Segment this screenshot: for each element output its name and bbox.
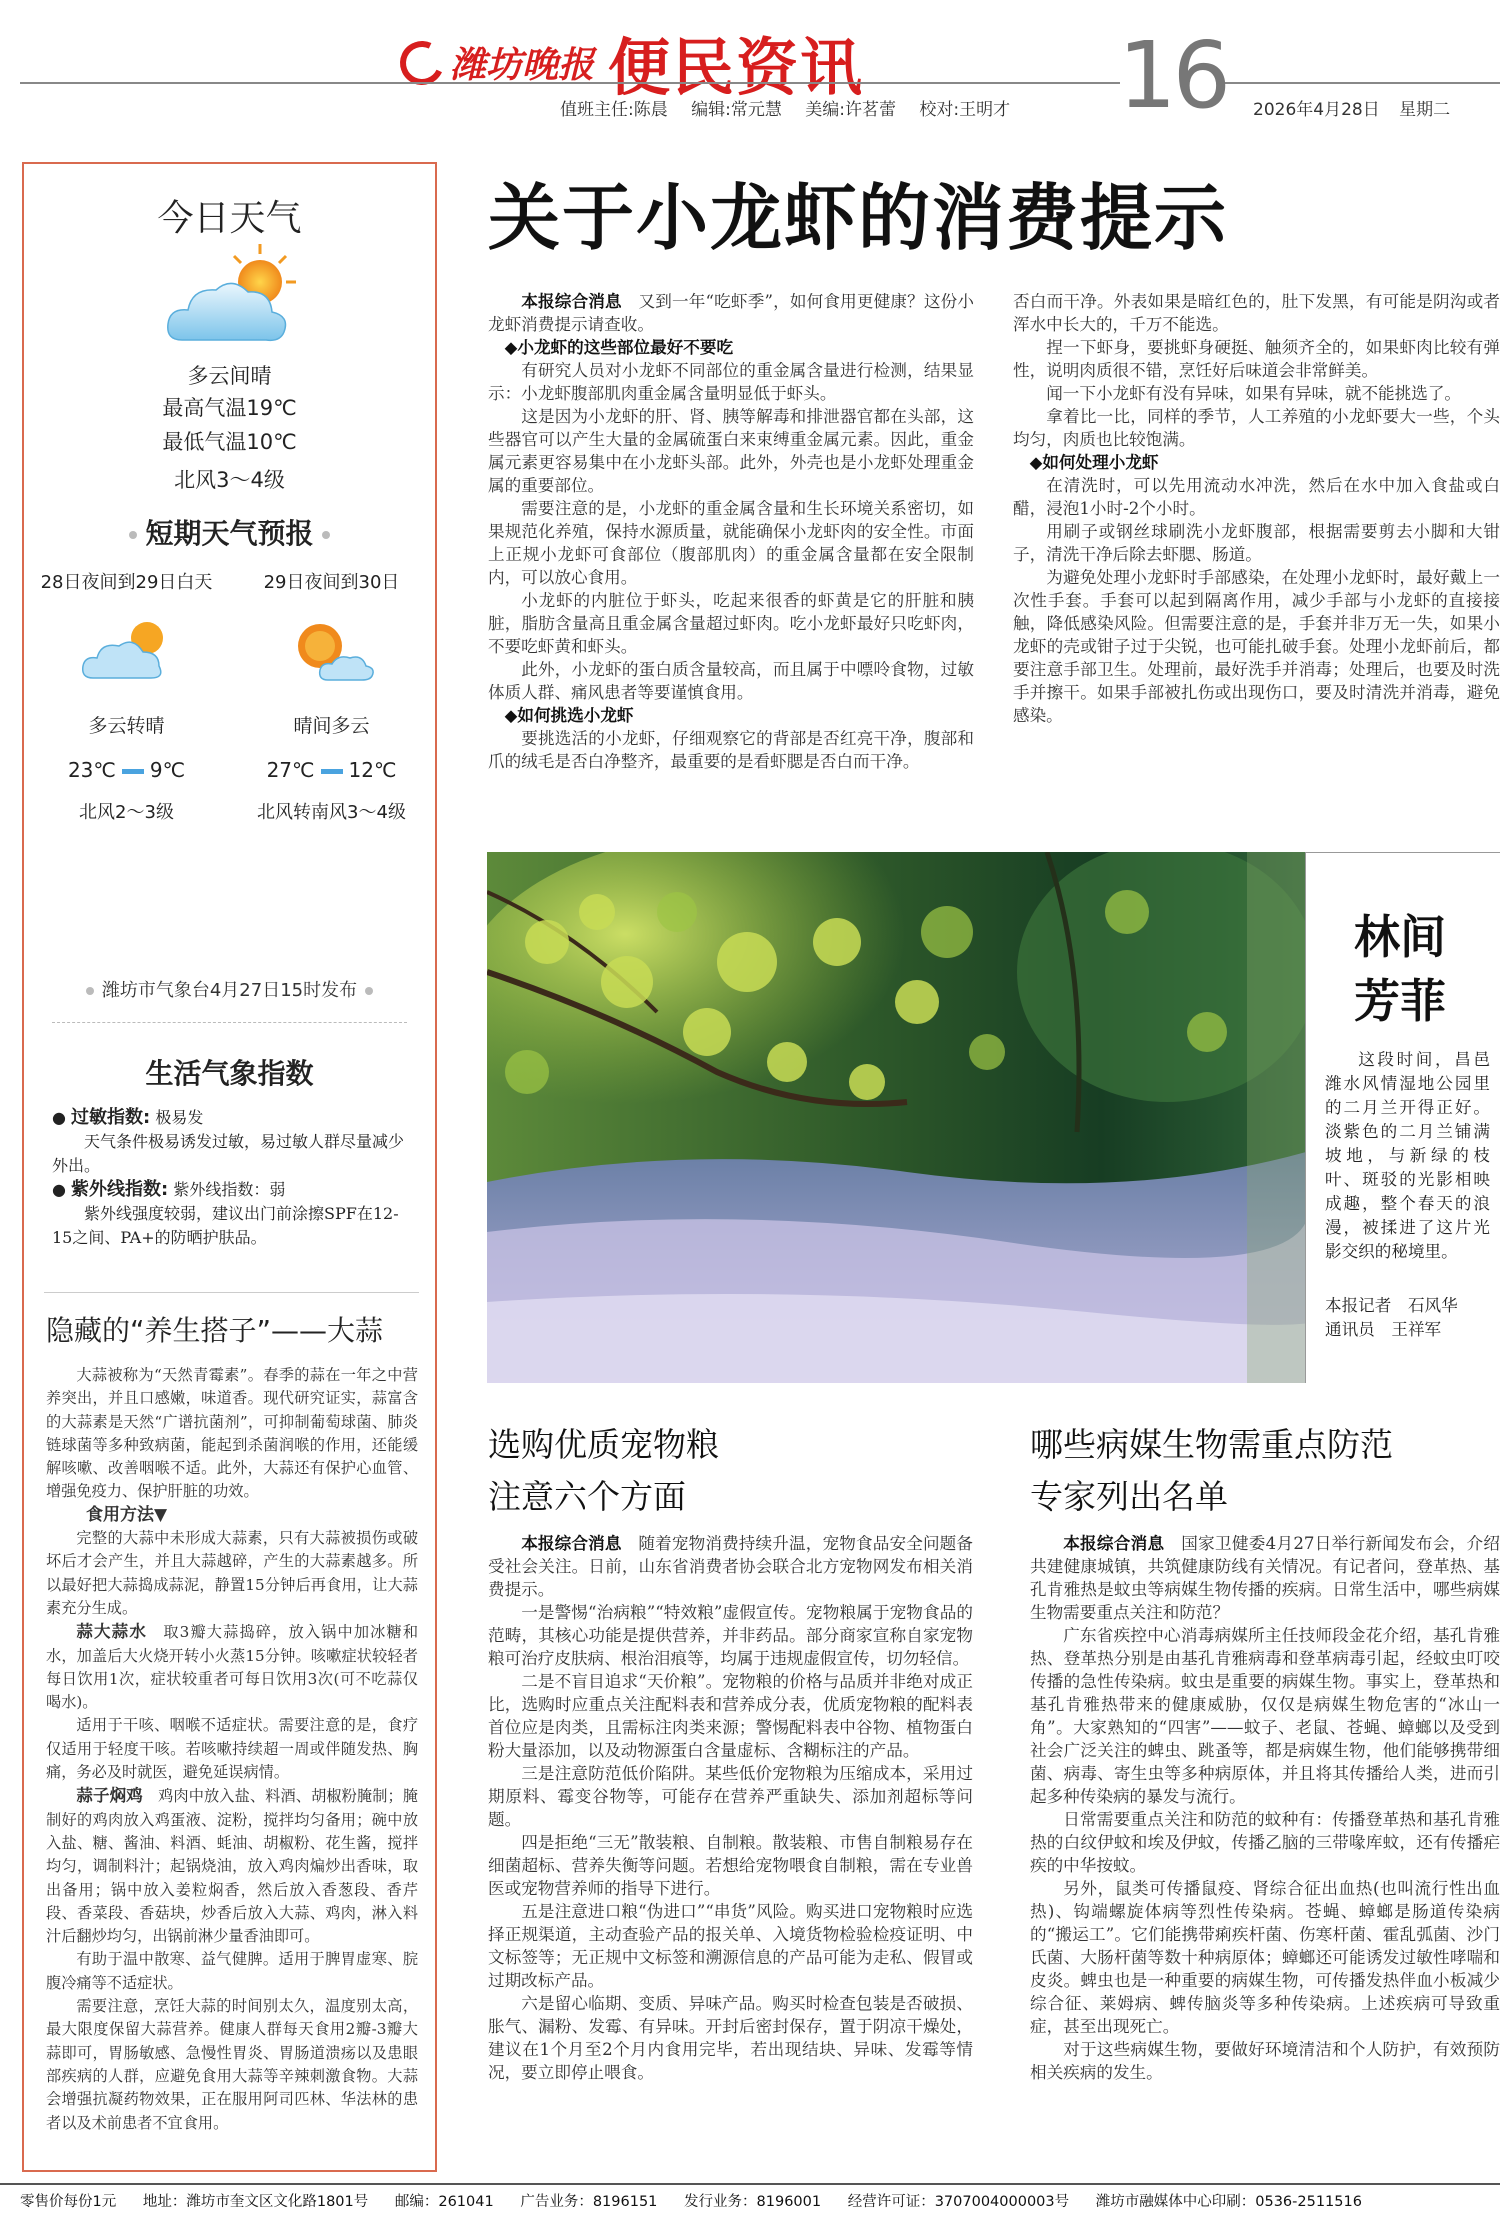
today-wind: 北风3～4级 bbox=[174, 468, 285, 492]
crayfish-column-2 bbox=[1013, 290, 1500, 830]
article-paragraph: 否白而干净。外表如果是暗红色的，肚下发黑，有可能是阴沟或者浑水中长大的，千万不能选。 bbox=[1013, 292, 1500, 334]
vector-title-line-1: 哪些病媒生物需重点防范 bbox=[1030, 1425, 1393, 1464]
footer-address: 地址：潍坊市奎文区文化路1801号 bbox=[142, 2194, 369, 2210]
weekday-text: 星期二 bbox=[1399, 100, 1451, 120]
footer-license: 经营许可证：3707004000003号 bbox=[847, 2194, 1070, 2210]
vector-title-line-2: 专家列出名单 bbox=[1030, 1477, 1228, 1516]
forecast-wind: 北风转南风3～4级 bbox=[257, 802, 406, 823]
bullet-dot-icon bbox=[129, 531, 137, 539]
bullet-dot-icon bbox=[86, 987, 94, 995]
article-paragraph: 另外，鼠类可传播鼠疫、肾综合征出血热(也叫流行性出血热)、钩端螺旋体病等烈性传染病。苍蝇、蟑螂是肠道传染病的“搬运工”。它们能携带痢疾杆菌、伤寒杆菌、霍乱弧菌、沙门氏菌、大肠杆菌等数十种病原体；蟑螂还可能诱发过敏性哮喘和皮炎。蜱虫也是一种重要的病媒生物，可传播发热伴血小板减少综合征、莱姆病、蜱传脑炎等多种传染病。上述疾病可导致重症，甚至出现死亡。 bbox=[1030, 1879, 1500, 2036]
article-paragraph: 闻一下小龙虾有没有异味，如果有异味，就不能挑选了。 bbox=[1046, 384, 1462, 403]
forecast-temp-b: 9℃ bbox=[149, 758, 186, 782]
left-sidebar bbox=[22, 162, 437, 2172]
article-lead-paragraph bbox=[488, 290, 974, 336]
uv-value: 紫外线指数：弱 bbox=[173, 1180, 286, 1199]
sunny-with-clouds-icon bbox=[284, 614, 380, 686]
pet-food-title-line-1: 选购优质宠物粮 bbox=[488, 1425, 719, 1464]
uv-index: ● 紫外线指数: 紫外线指数：弱 bbox=[52, 1179, 286, 1200]
section-divider bbox=[44, 1292, 419, 1293]
article-paragraph: 在清洗时，可以先用流动水冲洗，然后在水中加入食盐或白醋，浸泡1小时-2个小时。 bbox=[1013, 476, 1500, 518]
temp-range-bar bbox=[122, 769, 144, 774]
today-high-temp: 最高气温19℃ bbox=[162, 396, 297, 420]
bullet-dot-icon bbox=[365, 987, 373, 995]
forecast-title-text: 短期天气预报 bbox=[145, 517, 314, 550]
vector-article-body bbox=[1030, 1532, 1500, 2152]
article-paragraph: 需要注意的是，小龙虾的重金属含量和生长环境关系密切，如果规范化养殖，保持水源质量，就能确保小龙虾肉的安全性。市面上正规小龙虾可食部位（腹部肌肉）的重金属含量都在安全限制内，可以放心食用。 bbox=[488, 499, 974, 587]
masthead-rule bbox=[20, 82, 1120, 84]
forecast-temp-b: 12℃ bbox=[348, 758, 397, 782]
photo-caption bbox=[1325, 1048, 1490, 1264]
issue-date bbox=[1253, 95, 1464, 120]
article-paragraph: 一是警惕“治病粮”“特效粮”虚假宣传。宠物粮属于宠物食品的范畴，其核心功能是提供营养，并非药品。部分商家宣称自家宠物粮可治疗皮肤病、根治泪痕等，均属于违规虚假宣传，切勿轻信。 bbox=[488, 1603, 973, 1668]
forecast-day-1 bbox=[24, 568, 229, 824]
dish-name: 蒜大蒜水 bbox=[76, 1622, 147, 1642]
staff-editor: 编辑:常元慧 bbox=[691, 100, 782, 120]
staff-proofreader: 校对:王明才 bbox=[919, 100, 1011, 120]
dish-name: 蒜子焖鸡 bbox=[76, 1786, 143, 1806]
forecast-title bbox=[24, 512, 435, 552]
dish-text: 取3瓣大蒜捣碎，放入锅中加冰糖和水，加盖后大火烧开转小火蒸15分钟。咳嗽症状较轻者每日饮用1次，症状较重者可每日饮用3次(可不吃蒜仅喝水)。 bbox=[46, 1623, 419, 1712]
pet-food-title-line-2: 注意六个方面 bbox=[488, 1477, 686, 1516]
staff-art-editor: 美编:许茗蕾 bbox=[805, 100, 897, 120]
life-index-body bbox=[52, 1106, 417, 1250]
garlic-article-title: 隐藏的“养生搭子”——大蒜 bbox=[46, 1314, 384, 1347]
article-paragraph: 四是拒绝“三无”散装粮、自制粮。散装粮、市售自制粮易存在细菌超标、营养失衡等问题。若想给宠物喂食自制粮，需在专业兽医或宠物营养师的指导下进行。 bbox=[488, 1833, 973, 1898]
today-weather-desc: 多云间晴 bbox=[187, 364, 272, 388]
article-lead-paragraph bbox=[1030, 1532, 1500, 1624]
staff-duty-chief: 值班主任:陈晨 bbox=[560, 100, 668, 120]
article-paragraph: 用刷子或钢丝球刷洗小龙虾腹部，根据需要剪去小脚和大钳子，清洗干净后除去虾腮、肠道。 bbox=[1013, 522, 1500, 564]
article-lead-text: 又到一年“吃虾季”，如何食用更健康？这份小龙虾消费提示请查收。 bbox=[488, 292, 974, 334]
article-paragraph: 此外，小龙虾的蛋白质含量较高，而且属于中嘌呤食物，过敏体质人群、痛风患者等要谨慎食用。 bbox=[488, 660, 974, 702]
garlic-para: 适用于干咳、咽喉不适症状。需要注意的是，食疗仅适用于轻度干咳。若咳嗽持续超一周或伴随发热、胸痛，务必及时就医，避免延误病情。 bbox=[46, 1716, 418, 1782]
section-name: 便民资讯 bbox=[608, 31, 865, 104]
article-lead-text: 随着宠物消费持续升温，宠物食品安全问题备受社会关注。日前，山东省消费者协会联合北方宠物网发布相关消费提示。 bbox=[488, 1534, 973, 1599]
date-text: 2026年4月28日 bbox=[1253, 100, 1380, 120]
forecast-desc: 晴间多云 bbox=[293, 715, 370, 737]
masthead-rule-right bbox=[1225, 82, 1500, 84]
footer-price: 零售价每份1元 bbox=[20, 2194, 117, 2210]
crayfish-column-1 bbox=[488, 290, 974, 830]
article-paragraph: 小龙虾的内脏位于虾头，吃起来很香的虾黄是它的肝脏和胰脏，脂肪含量高且重金属含量超过虾肉。吃小龙虾最好只吃虾肉，不要吃虾黄和虾头。 bbox=[488, 591, 974, 656]
garlic-para: 需要注意，烹饪大蒜的时间别太久，温度别太高，最大限度保留大蒜营养。健康人群每天食用2瓣-3瓣大蒜即可，胃肠敏感、急慢性胃炎、胃肠道溃疡以及患眼部疾病的人群，应避免食用大蒜等辛辣刺激食物。大蒜会增强抗凝药物效果，正在服用阿司匹林、华法林的患者以及术前患者不宜食用。 bbox=[46, 1997, 418, 2132]
photo-caption-text: 这段时间，昌邑潍水风情湿地公园里的二月兰开得正好。淡紫色的二月兰铺满坡地，与新绿的枝叶、斑驳的光影相映成趣，整个春天的浪漫，被揉进了这片光影交织的秘境里。 bbox=[1325, 1050, 1490, 1261]
bullet-dot-icon bbox=[322, 531, 330, 539]
uv-text: 紫外线强度较弱，建议出门前涂擦SPF在12-15之间、PA+的防晒护肤品。 bbox=[52, 1204, 399, 1247]
allergy-key: 过敏指数: bbox=[71, 1107, 151, 1128]
article-paragraph: 广东省疾控中心消毒病媒所主任技师段金花介绍，基孔肯雅热、登革热分别是由基孔肯雅病毒和登革病毒引起，经蚊虫叮咬传播的急性传染病。蚊虫是重要的病媒生物。事实上，登革热和基孔肯雅热带来的健康威胁，仅仅是病媒生物危害的“冰山一角”。大家熟知的“四害”——蚊子、老鼠、苍蝇、蟑螂以及受到社会广泛关注的蜱虫、跳蚤等，都是病媒生物，他们能够携带细菌、病毒、寄生虫等多种病原体，并且将其传播给人类，进而引起多种传染病的暴发与流行。 bbox=[1030, 1626, 1500, 1806]
forecast-temp bbox=[229, 758, 434, 782]
article-paragraph: 二是不盲目追求“天价粮”。宠物粮的价格与品质并非绝对成正比，选购时应重点关注配料表和营养成分表，优质宠物粮的配料表首位应是肉类，且需标注肉类来源；警惕配料表中谷物、植物蛋白粉大量添加，以及动物源蛋白含量虚标、含糊标注的产品。 bbox=[488, 1672, 973, 1760]
article-subheading: ◆小龙虾的这些部位最好不要吃 bbox=[504, 338, 734, 357]
forecast-period: 28日夜间到29日白天 bbox=[40, 572, 213, 593]
garlic-para: 完整的大蒜中未形成大蒜素，只有大蒜被损伤或破坏后才会产生，并且大蒜越碎，产生的大蒜素越多。所以最好把大蒜捣成蒜泥，静置15分钟后再食用，让大蒜素充分生成。 bbox=[46, 1529, 418, 1617]
forecast-wind: 北风2～3级 bbox=[79, 802, 174, 823]
article-paragraph: 要挑选活的小龙虾，仔细观察它的背部是否红亮干净，腹部和爪的绒毛是否白净整齐，最重要的是看虾腮是否白而干净。 bbox=[488, 729, 974, 771]
cloudy-to-sunny-icon bbox=[79, 614, 175, 686]
allergy-index: ● 过敏指数: 极易发 bbox=[52, 1107, 204, 1128]
weather-title: 今日天气 bbox=[157, 198, 302, 239]
garlic-para: 大蒜被称为“天然青霉素”。春季的蒜在一年之中营养突出，并且口感嫩，味道香。现代研究证实，蒜富含的大蒜素是天然“广谱抗菌剂”，可抑制葡萄球菌、肺炎链球菌等多种致病菌，能起到杀菌润喉的作用，还能缓解咳嗽、改善咽喉不适。此外，大蒜还有保护心血管、增强免疫力、保护肝脏的功效。 bbox=[46, 1366, 418, 1501]
garlic-dish-2 bbox=[46, 1784, 418, 1948]
photo-credit-correspondent: 通讯员 王祥军 bbox=[1325, 1320, 1442, 1339]
today-low-temp: 最低气温10℃ bbox=[162, 430, 297, 454]
footer-postcode: 邮编：261041 bbox=[394, 2194, 494, 2210]
article-paragraph: 日常需要重点关注和防范的蚊种有：传播登革热和基孔肯雅热的白纹伊蚊和埃及伊蚊，传播乙脑的三带喙库蚊，还有传播疟疾的中华按蚊。 bbox=[1030, 1810, 1500, 1875]
masthead bbox=[0, 0, 1500, 129]
article-subheading: ◆如何处理小龙虾 bbox=[1029, 453, 1159, 472]
life-index-title: 生活气象指数 bbox=[145, 1057, 314, 1090]
footer-printer: 潍坊市融媒体中心印刷：0536-2511516 bbox=[1095, 2194, 1362, 2210]
photo-title: 林间芳菲 bbox=[1354, 910, 1446, 1028]
forecast-desc: 多云转晴 bbox=[88, 715, 165, 737]
article-paragraph: 六是留心临期、变质、异味产品。购买时检查包装是否破损、胀气、漏粉、发霉、有异味。开封后密封保存，置于阴凉干燥处，建议在1个月至2个月内食用完毕，若出现结块、异味、发霉等情况，要立即停止喂食。 bbox=[488, 1994, 973, 2082]
footer-distribution-phone: 发行业务：8196001 bbox=[684, 2194, 822, 2210]
article-paragraph: 捏一下虾身，要挑虾身硬挺、触须齐全的，如果虾肉比较有弹性，说明肉质很不错，烹饪好后味道会非常鲜美。 bbox=[1013, 338, 1500, 380]
allergy-value: 极易发 bbox=[155, 1108, 204, 1127]
footer-ad-phone: 广告业务：8196151 bbox=[520, 2194, 658, 2210]
article-paragraph: 这是因为小龙虾的肝、肾、胰等解毒和排泄器官都在头部，这些器官可以产生大量的金属硫蛋白来束缚重金属元素。因此，重金属元素更容易集中在小龙虾头部。此外，外壳也是小龙虾处理重金属的重要部位。 bbox=[488, 407, 974, 495]
article-lead: 本报综合消息 bbox=[1063, 1534, 1165, 1553]
crayfish-headline: 关于小龙虾的消费提示 bbox=[488, 176, 1229, 260]
article-paragraph: 五是注意进口粮“伪进口”“串货”风险。购买进口宠物粮时应选择正规渠道，主动查验产品的报关单、入境货物检验检疫证明、中文标签等；无正规中文标签和溯源信息的产品可能为走私、假冒或过期改标产品。 bbox=[488, 1902, 973, 1990]
footer bbox=[20, 2190, 1500, 2211]
article-subheading: ◆如何挑选小龙虾 bbox=[504, 706, 634, 725]
photo-credit-reporter: 本报记者 石风华 bbox=[1325, 1296, 1458, 1315]
photo-credit bbox=[1325, 1294, 1495, 1342]
garlic-dish-1 bbox=[46, 1620, 418, 1714]
uv-key: 紫外线指数: bbox=[71, 1179, 169, 1200]
pet-food-article-body bbox=[488, 1532, 973, 2152]
garlic-article-body bbox=[46, 1364, 418, 2135]
garlic-para: 有助于温中散寒、益气健脾。适用于脾胃虚寒、脘腹冷痛等不适症状。 bbox=[46, 1950, 418, 1992]
footer-rule bbox=[0, 2183, 1500, 2185]
section-divider bbox=[52, 1022, 407, 1023]
dish-text: 鸡肉中放入盐、料酒、胡椒粉腌制；腌制好的鸡肉放入鸡蛋液、淀粉，搅拌均匀备用；碗中放入盐、糖、酱油、料酒、蚝油、胡椒粉、花生酱，搅拌均匀，调制料汁；起锅烧油，放入鸡肉煸炒出香味，取出备用；锅中放入姜粒焖香，然后放入香葱段、香芹段、香菜段、香菇块，炒香后放入大蒜、鸡肉，淋入料汁后翻炒均匀，出锅前淋少量香油即可。 bbox=[46, 1787, 419, 1946]
article-lead: 本报综合消息 bbox=[521, 1534, 622, 1553]
forecast-temp-a: 27℃ bbox=[266, 758, 315, 782]
forecast-day-2 bbox=[229, 568, 434, 824]
article-lead-text: 国家卫健委4月27日举行新闻发布会，介绍共建健康城镇，共筑健康防线有关情况。有记者问，登革热、基孔肯雅热是蚊虫等病媒生物传播的疾病。日常生活中，哪些病媒生物需要重点关注和防范？ bbox=[1030, 1534, 1500, 1622]
article-lead: 本报综合消息 bbox=[521, 292, 622, 311]
forecast-period: 29日夜间到30日 bbox=[263, 572, 400, 593]
temp-range-bar bbox=[321, 769, 343, 774]
brand-name: 潍坊晚报 bbox=[450, 45, 595, 86]
article-paragraph: 为避免处理小龙虾时手部感染，在处理小龙虾时，最好戴上一次性手套。手套可以起到隔离作用，减少手部与小龙虾的直接接触，降低感染风险。但需要注意的是，手套并非万无一失，如果小龙虾的壳或钳子过于尖锐，也可能扎破手套。处理小龙虾前后，都要注意手部卫生。处理前，最好洗手并消毒；处理后，也要及时洗手并擦干。如果手部被扎伤或出现伤口，要及时清洗并消毒，避免感染。 bbox=[1013, 568, 1500, 725]
article-paragraph: 有研究人员对小龙虾不同部位的重金属含量进行检测，结果显示：小龙虾腹部肌肉重金属含量明显低于虾头。 bbox=[488, 361, 974, 403]
weather-source-text: 潍坊市气象台4月27日15时发布 bbox=[101, 980, 358, 1001]
article-lead-paragraph bbox=[488, 1532, 973, 1601]
partly-cloudy-icon bbox=[162, 240, 302, 360]
article-paragraph: 三是注意防范低价陷阱。某些低价宠物粮为压缩成本，采用过期原料、霉变谷物等，可能存在营养严重缺失、添加剂超标等问题。 bbox=[488, 1764, 973, 1829]
forest-flowers-photo bbox=[487, 852, 1306, 1383]
newspaper-logo bbox=[400, 18, 864, 107]
allergy-text: 天气条件极易诱发过敏，易过敏人群尽量减少外出。 bbox=[52, 1132, 405, 1175]
weather-source bbox=[24, 976, 435, 1002]
garlic-method-title: 食用方法▼ bbox=[86, 1504, 168, 1525]
forecast-temp bbox=[24, 758, 229, 782]
forecast-temp-a: 23℃ bbox=[67, 758, 116, 782]
page-number: 16 bbox=[1118, 22, 1228, 129]
staff-credits bbox=[560, 95, 1028, 120]
article-paragraph: 对于这些病媒生物，要做好环境清洁和个人防护，有效预防相关疾病的发生。 bbox=[1030, 2040, 1500, 2082]
article-paragraph: 拿着比一比，同样的季节，人工养殖的小龙虾要大一些，个头均匀，肉质也比较饱满。 bbox=[1013, 407, 1500, 449]
